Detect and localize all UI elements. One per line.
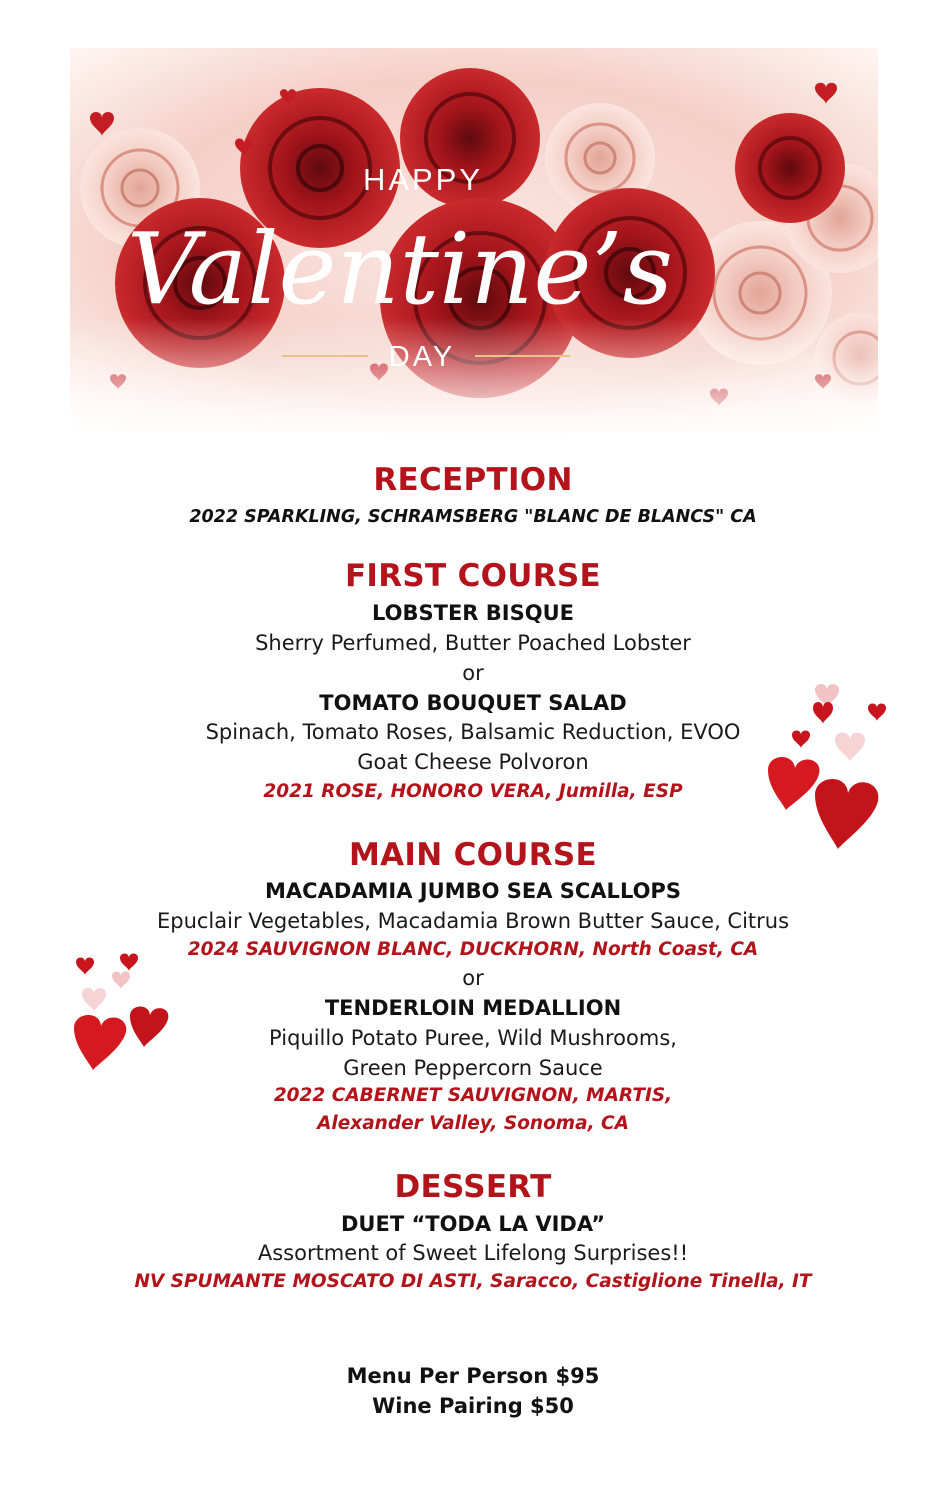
reception-heading: RECEPTION xyxy=(373,462,573,498)
main-course-dish-2-wine-1: 2022 CABERNET SAUVIGNON, MARTIS, xyxy=(273,1085,673,1106)
menu-price: Menu Per Person $95 xyxy=(346,1364,600,1388)
main-course-heading: MAIN COURSE xyxy=(348,837,598,873)
first-course-dish-2: TOMATO BOUQUET SALAD xyxy=(319,691,627,715)
main-course-dish-2-desc-2: Green Peppercorn Sauce xyxy=(343,1056,603,1080)
first-course-heading: FIRST COURSE xyxy=(344,558,602,594)
banner-happy: HAPPY xyxy=(362,162,484,197)
dessert-wine: NV SPUMANTE MOSCATO DI ASTI, Saracco, Castiglione Tinella, IT xyxy=(134,1271,812,1292)
reception-wine: 2022 SPARKLING, SCHRAMSBERG "BLANC DE BLANCS" CA xyxy=(189,507,757,527)
banner-valentines: Valentine’s xyxy=(127,213,673,327)
wine-pairing-price: Wine Pairing $50 xyxy=(372,1394,574,1418)
banner-day: DAY xyxy=(388,341,456,373)
first-course-or: or xyxy=(462,661,484,685)
dessert-desc: Assortment of Sweet Lifelong Surprises!! xyxy=(257,1241,689,1265)
first-course-dish-2-desc-2: Goat Cheese Polvoron xyxy=(357,750,589,774)
main-course-dish-1: MACADAMIA JUMBO SEA SCALLOPS xyxy=(265,879,681,903)
valentines-banner xyxy=(70,48,878,433)
roses-banner-art xyxy=(70,48,878,433)
dessert-dish: DUET “TODA LA VIDA” xyxy=(340,1212,605,1236)
first-course-dish-1-desc: Sherry Perfumed, Butter Poached Lobster xyxy=(255,631,691,655)
main-course-dish-2-wine-2: Alexander Valley, Sonoma, CA xyxy=(317,1113,629,1134)
main-course-or: or xyxy=(462,966,484,990)
dessert-heading: DESSERT xyxy=(394,1169,552,1205)
first-course-dish-1: LOBSTER BISQUE xyxy=(372,601,574,625)
main-course-dish-2-desc-1: Piquillo Potato Puree, Wild Mushrooms, xyxy=(269,1026,677,1050)
first-course-wine: 2021 ROSE, HONORO VERA, Jumilla, ESP xyxy=(263,781,683,802)
main-course-dish-1-desc: Epuclair Vegetables, Macadamia Brown Butter Sauce, Citrus xyxy=(156,909,790,933)
main-course-dish-2: TENDERLOIN MEDALLION xyxy=(324,996,622,1020)
main-course-dish-1-wine: 2024 SAUVIGNON BLANC, DUCKHORN, North Coast, CA xyxy=(187,939,759,960)
first-course-dish-2-desc-1: Spinach, Tomato Roses, Balsamic Reduction, EVOO xyxy=(205,720,741,744)
